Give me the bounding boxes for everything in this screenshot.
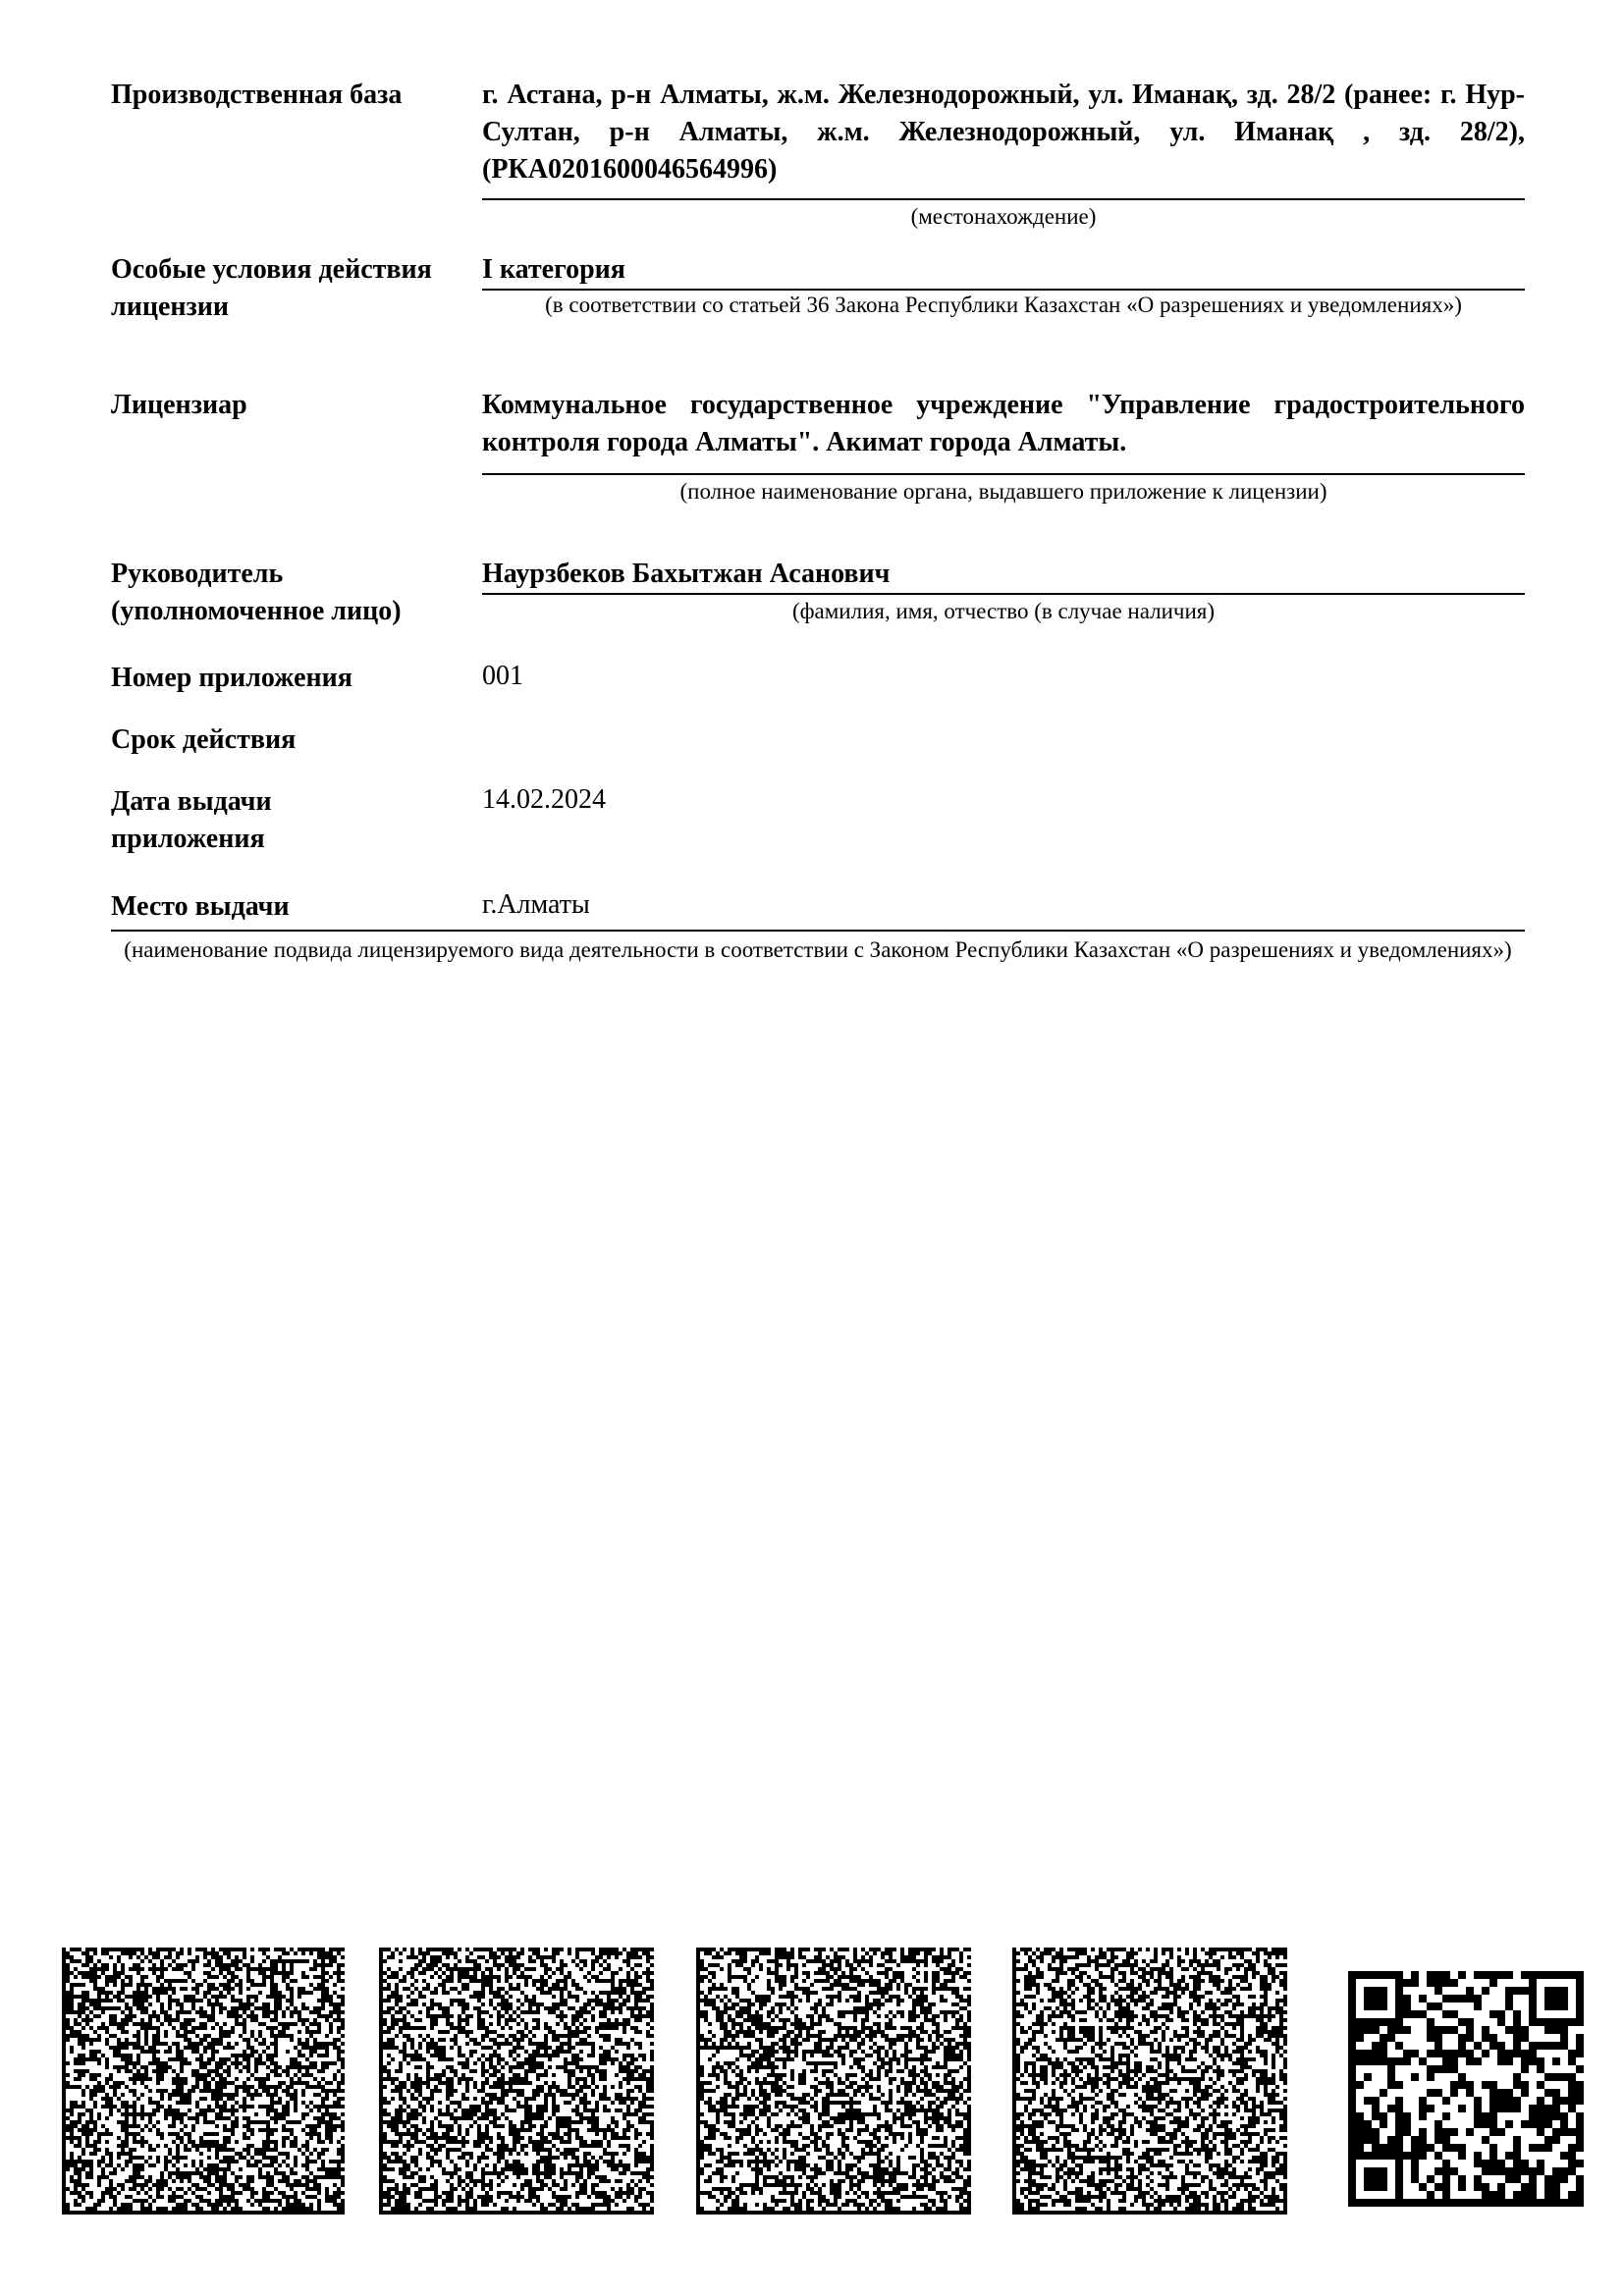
validity-label: Срок действия — [111, 724, 297, 755]
data-matrix-code-icon — [696, 1948, 971, 2215]
production-base-caption: (местонахождение) — [910, 204, 1097, 229]
issue-date-value: 14.02.2024 — [482, 784, 606, 815]
licensor-caption: (полное наименование органа, выдавшего приложение к лицензии) — [679, 479, 1327, 504]
licensor-label: Лицензиар — [111, 390, 247, 420]
data-matrix-code-3 — [696, 1948, 971, 2215]
head-caption: (фамилия, имя, отчество (в случае наличия) — [791, 599, 1216, 623]
qr-code-5 — [1348, 1971, 1584, 2207]
special-conditions-label: Особые условия действия лицензии — [111, 254, 432, 322]
special-conditions-row — [111, 251, 1525, 330]
licensor-row — [111, 387, 1525, 514]
data-matrix-code-4 — [1012, 1948, 1289, 2215]
head-label: Руководитель (уполномоченное лицо) — [111, 559, 402, 626]
issue-place-underline — [111, 930, 1525, 932]
licensor-value: Коммунальное государственное учреждение "Управление градостроительного контроля города Алматы". Акимат города Алматы. — [482, 387, 1525, 475]
production-base-value: г. Астана, р-н Алматы, ж.м. Железнодорожный, ул. Иманақ, зд. 28/2 (ранее: г. Нур-Султан, р-н Алматы, ж.м. Железнодорожный, ул. Иманақ , зд. 28/2), (РКА0201600046564996) — [482, 77, 1525, 200]
special-conditions-value: I категория — [482, 251, 1525, 291]
production-base-row — [111, 77, 1525, 234]
appendix-number-value: 001 — [482, 661, 523, 691]
head-value: Наурзбеков Бахытжан Асанович — [482, 556, 1525, 595]
data-matrix-code-icon — [1012, 1948, 1289, 2215]
data-matrix-code-1 — [62, 1948, 347, 2215]
validity-row — [111, 721, 1525, 761]
issue-place-caption: (наименование подвида лицензируемого вида деятельности в соответствии с Законом Республики Казахстан «О разрешениях и уведомлениях») — [124, 937, 1512, 962]
special-conditions-caption: (в соответствии со статьей 36 Закона Республики Казахстан «О разрешениях и уведомлениях») — [545, 293, 1462, 317]
issue-date-row — [111, 783, 1525, 862]
data-matrix-code-icon — [62, 1948, 347, 2215]
data-matrix-code-2 — [379, 1948, 656, 2215]
data-matrix-code-icon — [379, 1948, 656, 2215]
production-base-label: Производственная база — [111, 80, 403, 110]
qr-code-icon — [1348, 1971, 1584, 2207]
issue-date-label: Дата выдачи приложения — [111, 786, 272, 854]
issue-place-row — [111, 888, 1525, 996]
issue-place-value: г.Алматы — [482, 889, 590, 920]
issue-place-label: Место выдачи — [111, 891, 290, 922]
qr-code-strip — [62, 1948, 1594, 2215]
appendix-number-row — [111, 660, 1525, 699]
head-row — [111, 556, 1525, 634]
appendix-number-label: Номер приложения — [111, 663, 352, 693]
